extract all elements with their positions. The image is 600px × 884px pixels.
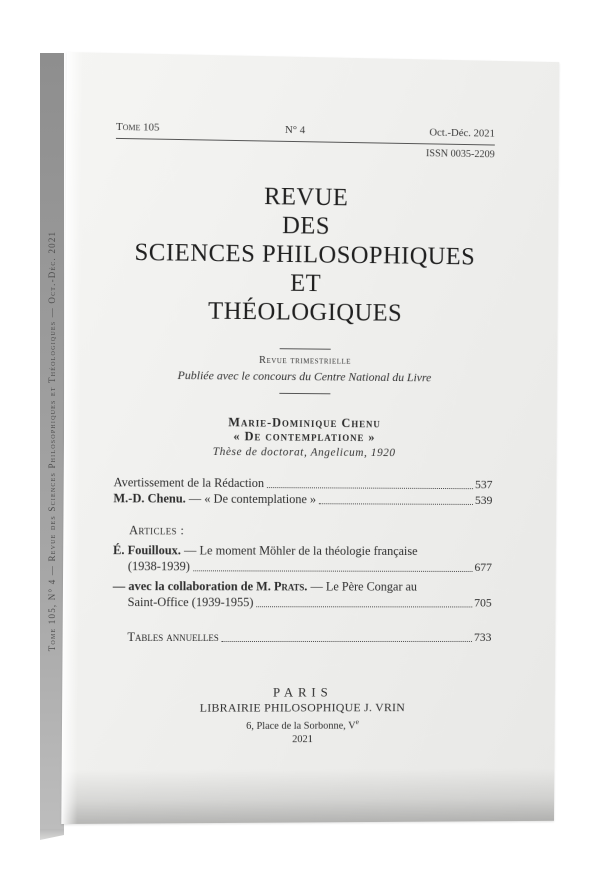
divider-bottom <box>279 393 330 394</box>
funding-note: Publiée avec le concours du Centre National du Livre <box>177 368 432 385</box>
tome-label: Tome 105 <box>115 120 160 134</box>
toc-row <box>113 474 492 492</box>
dotted-leader <box>193 570 473 572</box>
toc-page: 705 <box>474 595 492 610</box>
issue-date: Oct.-Déc. 2021 <box>429 126 495 140</box>
dotted-leader <box>319 503 473 505</box>
book-spine <box>40 53 64 829</box>
imprint-city: PARIS <box>272 684 333 700</box>
feature-author: Marie-Dominique Chenu <box>228 415 381 431</box>
toc-article <box>113 542 492 575</box>
toc-page: 733 <box>473 630 492 644</box>
imprint-year: 2021 <box>292 733 313 745</box>
toc-page: 539 <box>474 493 493 507</box>
title-line: DES <box>282 212 331 240</box>
toc-entry-text: Avertissement de la Rédaction <box>113 475 265 491</box>
periodicity: Revue trimestrielle <box>258 354 352 367</box>
articles-heading: Articles : <box>129 523 185 538</box>
imprint-address: 6, Place de la Sorbonne, Ve <box>246 717 359 732</box>
issue-number: N° 4 <box>284 123 306 137</box>
toc-article <box>113 578 492 610</box>
cover-header <box>116 121 495 140</box>
issn: ISSN 0035-2209 <box>425 148 495 161</box>
title-line: ET <box>290 269 322 298</box>
divider-top <box>280 348 331 350</box>
feature-detail: Thèse de doctorat, Angelicum, 1920 <box>212 446 396 460</box>
table-of-contents <box>112 474 492 645</box>
feature-work: « De contemplatione » <box>233 429 376 445</box>
toc-entry-text: — avec la collaboration de M. Prats. — Le Père Congar au <box>112 579 418 594</box>
tables-annuelles-label: Tables annuelles <box>127 630 219 644</box>
journal-title <box>115 180 495 329</box>
dotted-leader <box>267 487 473 489</box>
toc-entry-text: É. Fouilloux. — Le moment Möhler de la théologie française <box>113 543 418 559</box>
toc-entry-continuation: Saint-Office (1939-1955) <box>127 595 254 610</box>
imprint-block <box>112 684 491 746</box>
toc-row <box>112 629 491 645</box>
front-cover <box>61 52 559 824</box>
feature-block <box>114 414 493 459</box>
toc-row <box>113 490 492 508</box>
toc-row <box>113 594 492 610</box>
title-line: REVUE <box>263 183 349 212</box>
toc-page: 537 <box>474 477 493 492</box>
dotted-leader <box>222 641 472 642</box>
dotted-leader <box>256 606 472 607</box>
spine-title: Tome 105, N° 4 — Revue des Sciences Philosophiques et Théologiques — Oct.-Déc. 2021 <box>47 230 57 652</box>
toc-row <box>113 558 492 575</box>
toc-entry-text: M.-D. Chenu. — « De contemplatione » <box>113 491 317 507</box>
imprint-publisher: LIBRAIRIE PHILOSOPHIQUE J. VRIN <box>199 700 406 715</box>
toc-entry-continuation: (1938-1939) <box>127 559 190 574</box>
toc-page: 677 <box>474 560 492 574</box>
title-line: SCIENCES PHILOSOPHIQUES <box>134 238 476 271</box>
title-line: THÉOLOGIQUES <box>208 297 403 327</box>
